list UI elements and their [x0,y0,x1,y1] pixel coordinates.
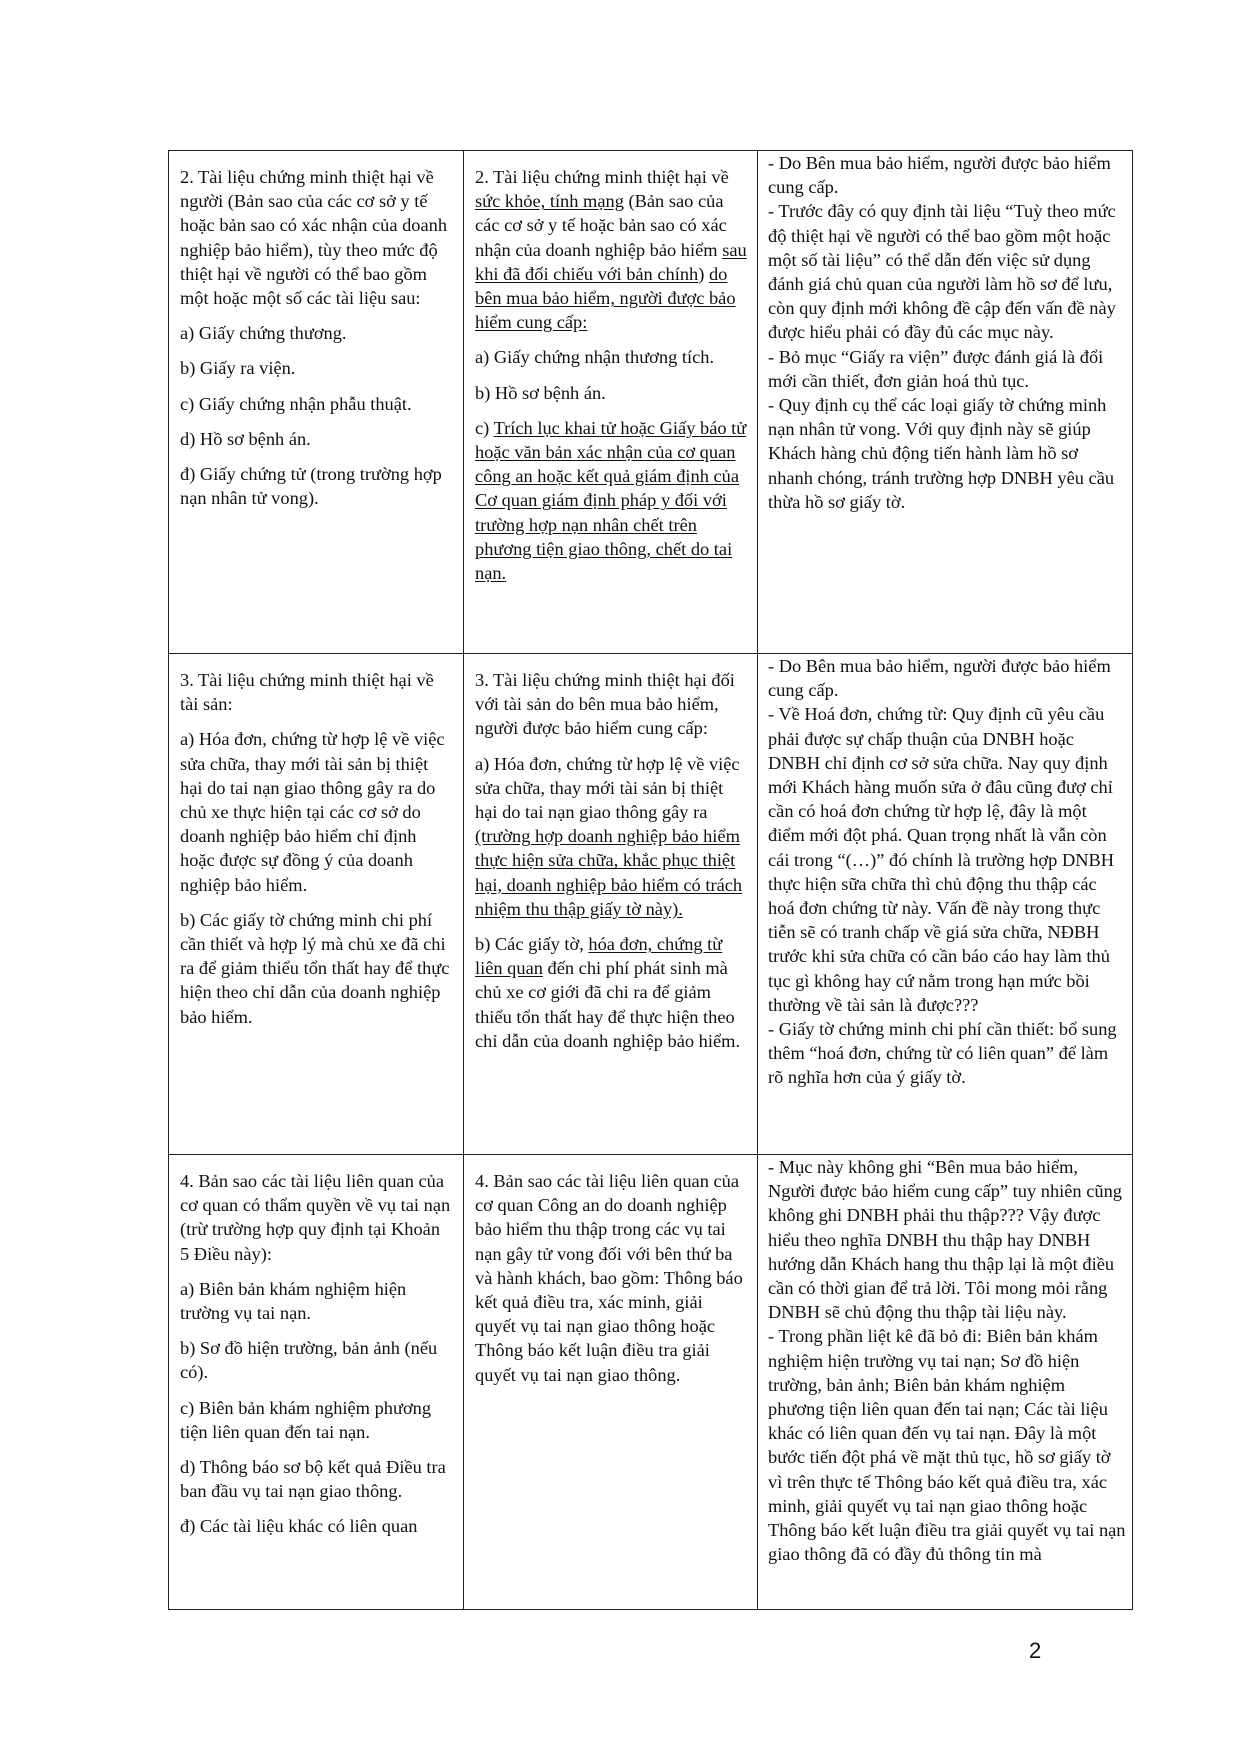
comment-cell [758,151,1133,654]
comment-cell [758,654,1133,1155]
new-regulation-cell [464,1155,758,1610]
table-row [169,1155,1133,1610]
comparison-table [168,150,1133,1610]
text-span: đến chi phí phát sinh mà chủ xe cơ giới đã chi ra để giảm thiểu tổn thất hay để thực hiện theo chỉ dẫn của doanh nghiệp bảo hiểm. [475,958,741,1051]
underlined-text: Trích lục khai tử hoặc Giấy báo tử hoặc văn bản xác nhận của cơ quan công an hoặc kết quả giám định của Cơ quan giám định pháp y đối với trường hợp nạn nhân chết trên phương tiện giao thông, chết do tai nạn. [475,417,747,584]
new-regulation-cell [464,654,758,1155]
paragraph [475,932,747,1053]
table-row [169,151,1133,654]
new-regulation-cell [464,151,758,654]
paragraph: đ) Giấy chứng tử (trong trường hợp nạn nhân tử vong). [180,464,442,509]
paragraph: a) Biên bản khám nghiệm hiện trường vụ tai nạn. [180,1278,407,1324]
underlined-text: do bên mua bảo hiểm, người được bảo hiểm cung cấp: [475,263,736,333]
paragraph: d) Hồ sơ bệnh án. [180,428,311,449]
paragraph: d) Thông báo sơ bộ kết quả Điều tra ban đầu vụ tai nạn giao thông. [180,1457,446,1502]
old-regulation-cell [169,1155,464,1610]
paragraph: đ) Các tài liệu khác có liên quan [180,1516,418,1537]
underlined-text: (trường hợp doanh nghiệp bảo hiểm thực hiện sửa chữa, khắc phục thiệt hại, doanh nghiệp bảo hiểm có trách nhiệm thu thập giấy tờ này). [475,826,743,919]
paragraph: 4. Bản sao các tài liệu liên quan của cơ quan có thẩm quyền về vụ tai nạn (trừ trường hợp quy định tại Khoản 5 Điều này): [180,1171,451,1264]
comment-line: - Quy định cụ thể các loại giấy tờ chứng minh nạn nhân tử vong. Với quy định này sẽ giúp Khách hàng chủ động tiến hành làm hồ sơ nhanh chóng, tránh trường hợp DNBH yêu cầu thừa hồ sơ giấy tờ. [768,395,1115,512]
paragraph: c) Biên bản khám nghiệm phương tiện liên quan đến tai nạn. [180,1397,432,1442]
text-span: ) [698,263,709,284]
comment-line: - Giấy tờ chứng minh chi phí cần thiết: bổ sung thêm “hoá đơn, chứng từ có liên quan” để làm rõ nghĩa hơn của ý giấy tờ. [768,1019,1117,1088]
comment-line: - Về Hoá đơn, chứng từ: Quy định cũ yêu cầu phải được sự chấp thuận của DNBH hoặc DNBH chỉ định cơ sở sửa chữa. Nay quy định mới Khách hàng muốn sửa ở đâu cũng đượ chỉ cần có hoá đơn chứng từ hợp lệ, đây là một điểm mới đột phá. Quan trọng nhất là vẫn còn cái trong “(…)” đó chính là trường hợp DNBH thực hiện sữa chữa thì chủ động thu thập các hoá đơn chứng từ này. Vấn đề này trong thực tiễn sẽ có tranh chấp về giá sửa chữa, NĐBH trước khi sửa chữa có cần báo cáo hay làm thủ tục gì không hay cứ nằm trong hạn mức bồi thường về tài sản là được??? [768,704,1115,1015]
underlined-text: sau khi đã đối chiếu với bản chính [475,239,747,284]
underlined-text: hóa đơn, chứng từ liên quan [475,934,723,979]
page-number: 2 [1029,1638,1042,1663]
text-span: 2. Tài liệu chứng minh thiệt hại về [475,167,729,187]
paragraph: b) Giấy ra viện. [180,358,296,379]
comment-line: - Trong phần liệt kê đã bỏ đi: Biên bản khám nghiệm hiện trường vụ tai nạn; Sơ đồ hiện trường, bản ảnh; Biên bản khám nghiệm phương tiện liên quan đến tai nạn; Các tài liệu khác có liên quan đến vụ tai nạn. Đây là một bước tiến đột phá về mặt thủ tục, hồ sơ giấy tờ vì trên thực tế Thông báo kết quả điều tra, xác minh, giải quyết vụ tai nạn giao thông hoặc Thông báo kết luận điều tra giải quyết vụ tai nạn giao thông đã có đầy đủ thông tin mà [768,1326,1126,1565]
paragraph [475,752,747,921]
comment-line: - Mục này không ghi “Bên mua bảo hiểm, Người được bảo hiểm cung cấp” tuy nhiên cũng không ghi DNBH phải thu thập??? Vậy được hiểu theo nghĩa DNBH thu thập hay DNBH hướng dẫn Khách hang thu thập lại là một điều cần có thời gian để trả lời. Tôi mong mỏi rằng DNBH sẽ chủ động thu thập tài liệu này. [768,1157,1122,1323]
paragraph: c) Giấy chứng nhận phẫu thuật. [180,393,412,414]
paragraph: 4. Bản sao các tài liệu liên quan của cơ quan Công an do doanh nghiệp bảo hiểm thu thập trong các vụ tai nạn gây tử vong đối với bên thứ ba và hành khách, bao gồm: Thông báo kết quả điều tra, xác minh, giải quyết vụ tai nạn giao thông hoặc Thông báo kết luận điều tra giải quyết vụ tai nạn giao thông. [475,1171,743,1385]
paragraph: b) Các giấy tờ chứng minh chi phí cần thiết và hợp lý mà chủ xe đã chi ra để giảm thiểu tổn thất hay để thực hiện theo chỉ dẫn của doanh nghiệp bảo hiểm. [180,909,450,1027]
comment-line: - Trước đây có quy định tài liệu “Tuỳ theo mức độ thiệt hại về người có thể bao gồm một hoặc một số tài liệu” có thể dẫn đến việc sử dụng đánh giá chủ quan của người làm hồ sơ để lưu, còn quy định mới không đề cập đến vấn đề này được hiểu phải có đầy đủ các mục này. [768,201,1116,343]
old-regulation-cell [169,654,464,1155]
text-span: (Bản sao của các cơ sở y tế hoặc bản sao có xác nhận của doanh nghiệp bảo hiểm [475,191,727,260]
table-row [169,654,1133,1155]
paragraph: b) Sơ đồ hiện trường, bản ảnh (nếu có). [180,1338,438,1383]
underlined-text: sức khỏe, tính mạng [475,191,624,212]
paragraph [475,165,747,334]
paragraph: b) Hồ sơ bệnh án. [475,382,606,403]
comment-line: - Do Bên mua bảo hiểm, người được bảo hiểm cung cấp. [768,656,1111,701]
paragraph: a) Giấy chứng thương. [180,323,347,344]
paragraph: 3. Tài liệu chứng minh thiệt hại đối với tài sản do bên mua bảo hiểm, người được bảo hiểm cung cấp: [475,670,735,739]
paragraph: 2. Tài liệu chứng minh thiệt hại về người (Bản sao của các cơ sở y tế hoặc bản sao có xác nhận của doanh nghiệp bảo hiểm), tùy theo mức độ thiệt hại về người có thể bao gồm một hoặc một số các tài liệu sau: [180,167,448,309]
comment-line: - Do Bên mua bảo hiểm, người được bảo hiểm cung cấp. [768,153,1111,198]
paragraph: a) Giấy chứng nhận thương tích. [475,347,715,368]
comment-cell [758,1155,1133,1610]
old-regulation-cell [169,151,464,654]
text-span: c) [475,417,494,438]
text-span: a) Hóa đơn, chứng từ hợp lệ về việc sửa chữa, thay mới tài sản bị thiệt hại do tai nạn giao thông gây ra [475,753,740,823]
comment-line: - Bỏ mục “Giấy ra viện” được đánh giá là đổi mới cần thiết, đơn giản hoá thủ tục. [768,346,1104,391]
text-span: b) Các giấy tờ, [475,934,589,955]
paragraph: a) Hóa đơn, chứng từ hợp lệ về việc sửa chữa, thay mới tài sản bị thiệt hại do tai nạn giao thông gây ra do chủ xe thực hiện tại các cơ sở do doanh nghiệp bảo hiểm chỉ định hoặc được sự đồng ý của doanh nghiệp bảo hiểm. [180,729,445,895]
paragraph: 3. Tài liệu chứng minh thiệt hại về tài sản: [180,670,434,715]
paragraph [475,416,747,585]
